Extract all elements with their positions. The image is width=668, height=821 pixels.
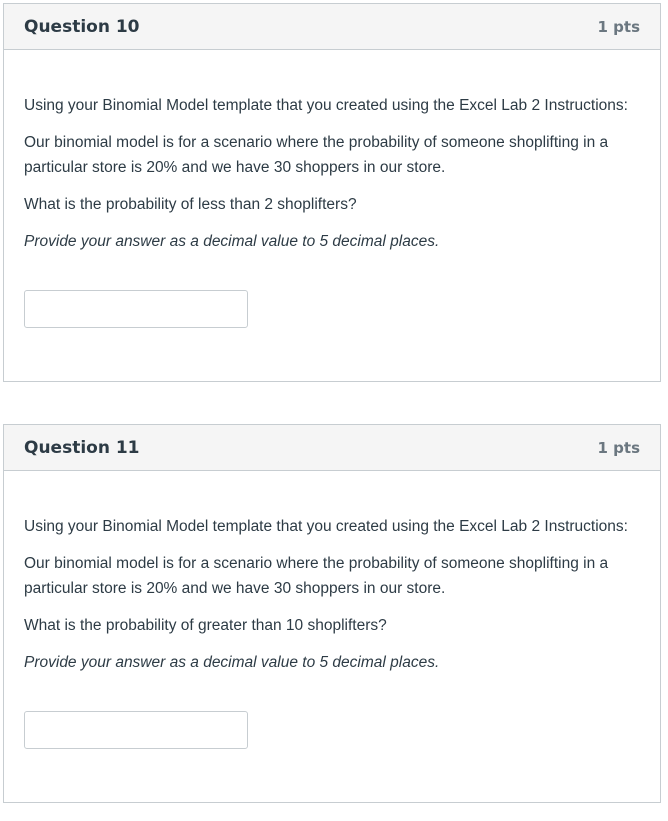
question-10-title: Question 10 (24, 16, 140, 37)
question-11-prompt: What is the probability of greater than 10 shoplifters? (24, 617, 387, 634)
question-10-prompt: What is the probability of less than 2 shoplifters? (24, 196, 357, 213)
question-11-instruction: Provide your answer as a decimal value to 5 decimal places. (24, 654, 440, 671)
question-11-intro: Using your Binomial Model template that you created using the Excel Lab 2 Instructions: (24, 518, 628, 535)
question-10-header (4, 4, 660, 50)
question-11-answer-input[interactable] (24, 711, 248, 749)
question-10-answer-input[interactable] (24, 290, 248, 328)
question-10-intro: Using your Binomial Model template that you created using the Excel Lab 2 Instructions: (24, 97, 628, 114)
question-10-body (4, 50, 660, 328)
question-11-title: Question 11 (24, 437, 140, 458)
question-11-card (3, 424, 661, 803)
question-11-body (4, 471, 660, 749)
question-10-card (3, 3, 661, 382)
question-11-points: 1 pts (597, 438, 640, 457)
question-10-scenario: Our binomial model is for a scenario where the probability of someone shoplifting in a particular store is 20% and we have 30 shoppers in our store. (24, 134, 609, 176)
question-10-instruction: Provide your answer as a decimal value to 5 decimal places. (24, 233, 440, 250)
question-10-points: 1 pts (597, 17, 640, 36)
question-11-header (4, 425, 660, 471)
question-11-scenario: Our binomial model is for a scenario where the probability of someone shoplifting in a particular store is 20% and we have 30 shoppers in our store. (24, 555, 609, 597)
